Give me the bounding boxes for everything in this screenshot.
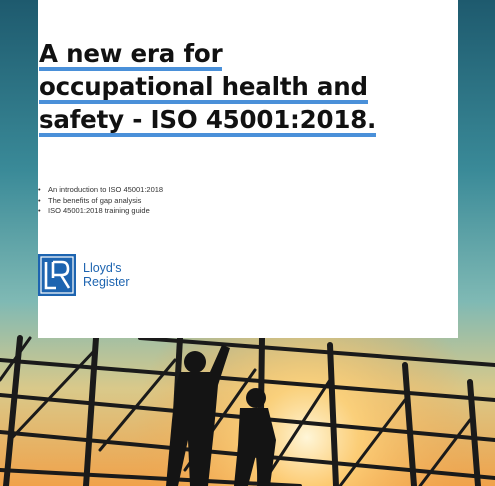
headline-line-1: A new era for <box>39 38 419 71</box>
headline-line-3: safety - ISO 45001:2018. <box>39 104 419 137</box>
lr-logo-icon <box>38 254 76 296</box>
headline-line-2: occupational health and <box>39 71 419 104</box>
bullet-icon: • <box>38 195 41 205</box>
logo-wordmark <box>83 261 130 289</box>
list-item: • An introduction to ISO 45001:2018 <box>38 185 164 194</box>
logo-name-line-2: Register <box>83 275 130 289</box>
bullet-icon: • <box>38 185 41 194</box>
logo-name-line-1: Lloyd's <box>83 261 122 275</box>
list-item: • ISO 45001:2018 training guide <box>38 206 150 215</box>
contents-list <box>38 185 163 217</box>
list-item: • The benefits of gap analysis <box>38 195 142 205</box>
lloyds-register-logo <box>38 254 130 296</box>
bullet-icon: • <box>38 206 41 215</box>
cover-headline <box>39 38 419 137</box>
